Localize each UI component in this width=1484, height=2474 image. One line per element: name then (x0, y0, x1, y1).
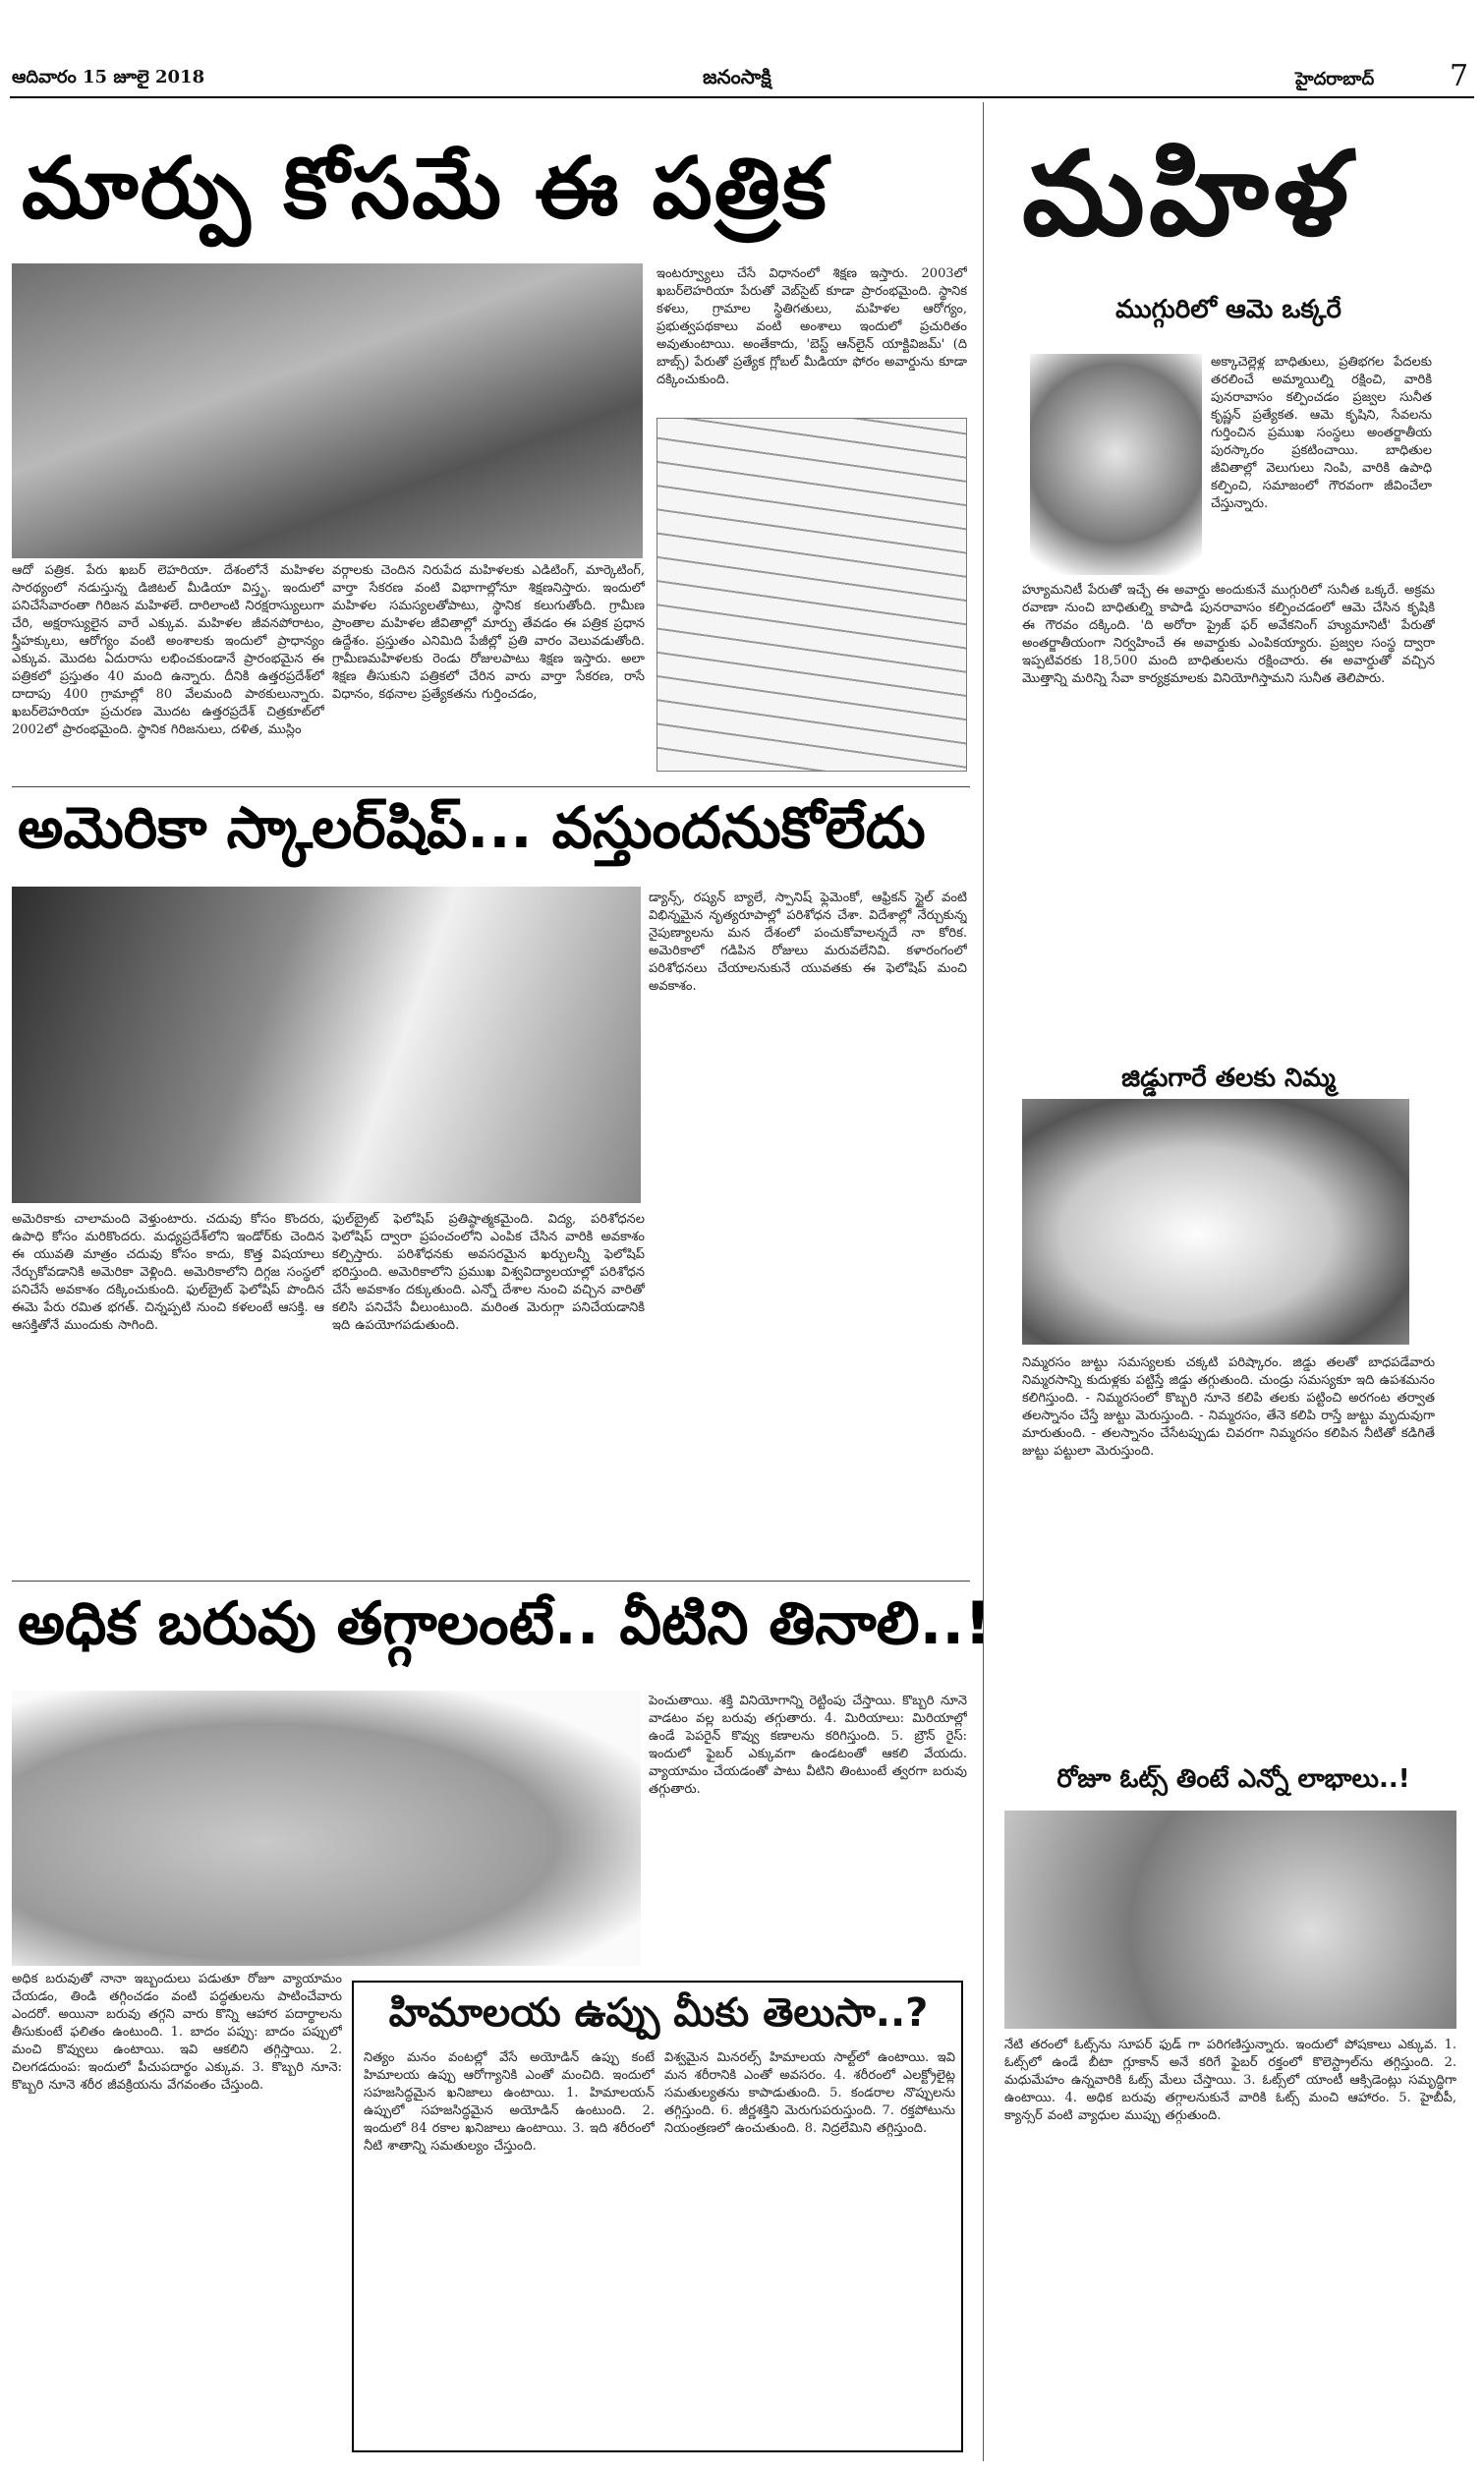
column-divider (983, 102, 984, 2461)
salt-box-column-b: విశ్వమైన మినరల్స్ హిమాలయ సాల్ట్‌లో ఉంటాయి. ఇవి మన శరీరానికి ఎంతో అవసరం. 4. శరీరంలో ఎలక్ట్రోలైట్ల సమతుల్యతను కాపాడుతుంది. 5. కండరాల నొప్పులను తగ్గిస్తుంది. 6. జీర్ణశక్తిని మెరుగుపరుస్తుంది. 7. రక్తపోటును నియంత్రణలో ఉంచుతుంది. 8. నిద్రలేమిని తగ్గిస్తుంది. (664, 2050, 955, 2136)
story2-headline: అమెరికా స్కాలర్‌షిప్... వస్తుందనుకోలేదు (18, 794, 926, 861)
mahila-story-c-title: రోజూ ఓట్స్ తింటే ఎన్నో లాభాలు..! (1056, 1764, 1410, 1794)
mahila-story-a-title: ముగ్గురిలో ఆమె ఒక్కరే (1115, 295, 1341, 324)
story-divider (12, 786, 970, 787)
salt-box-column-a: నిత్యం మనం వంటల్లో వేసే అయోడిన్ ఉప్పు కంటే హిమాలయ ఉప్పు ఆరోగ్యానికి ఎంతో మంచిది. ఇందులో సహజసిద్ధమైన ఖనిజాలు ఉంటాయి. 1. హిమాలయన్ ఉప్పులో సహజసిద్ధమైన అయోడిన్ ఉంటుంది. 2. ఇందులో 84 రకాల ఖనిజాలు ఉంటాయి. 3. ఇది శరీరంలో నీటి శాతాన్ని సమతుల్యం చేస్తుంది. (364, 2050, 655, 2154)
story1-column-c: ఇంటర్వ్యూలు చేసే విధానంలో శిక్షణ ఇస్తారు. 2003లో ఖబర్‌లెహరియా పేరుతో వెబ్‌సైట్ కూడా ప్రారంభమైంది. స్థానిక కళలు, గ్రామాల స్థితిగతులు, మహిళల ఆరోగ్యం, ప్రభుత్వపథకాలు వంటి అంశాలు ఇందులో ప్రచురితం అవుతుంటాయి. అంతేకాదు, 'బెస్ట్ ఆన్‌లైన్ యాక్టివిజమ్' (ది బాబ్స్) పేరుతో ప్రత్యేక గ్లోబల్ మీడియా ఫోరం అవార్డును కూడా దక్కించుకుంది. (656, 266, 967, 387)
salt-box-title: హిమాలయ ఉప్పు మీకు తెలుసా..? (388, 1990, 929, 2036)
waist-measure-photo (12, 1691, 641, 1966)
women-group-photo (12, 263, 643, 558)
lemon-juice-photo (1022, 1099, 1409, 1345)
story3-column-a: అధిక బరువుతో నానా ఇబ్బందులు పడుతూ రోజూ వ్యాయామం చేయడం, తిండి తగ్గించడం వంటి పద్ధతులను పాటించేవారు ఎందరో. అయినా బరువు తగ్గని వారు కొన్ని ఆహార పదార్థాలను తీసుకుంటే ఫలితం ఉంటుంది. 1. బాదం పప్పు: బాదం పప్పులో మంచి కొవ్వులు ఉంటాయి. ఇవి ఆకలిని తగ్గిస్తాయి. 2. చిలగడదుంప: ఇందులో పీచుపదార్థం ఎక్కువ. 3. కొబ్బరి నూనె: కొబ్బరి నూనె శరీర జీవక్రియను వేగవంతం చేస్తుంది. (12, 1972, 342, 2093)
story2-column-a: అమెరికాకు చాలామంది వెళ్తుంటారు. చదువు కోసం కొందరు, ఉపాధి కోసం మరికొందరు. మధ్యప్రదేశ్‌లోని ఇండోర్‌కు చెందిన ఈ యువతి మాత్రం చదువు కోసం కాదు, కొత్త విషయాలు నేర్చుకోవడానికి అమెరికా వెళ్లింది. అమెరికాలోని దిగ్గజ సంస్థలో పనిచేసే అవకాశం దక్కించుకుంది. ఫుల్‌బ్రైట్ ఫెలోషిప్ పొందిన ఈమె పేరు రమిత భగత్. చిన్నప్పటి నుంచి కళలంటే ఆసక్తి. ఆ ఆసక్తితోనే ముందుకు సాగింది. (12, 1212, 324, 1333)
fellowship-woman-photo (12, 887, 641, 1203)
oats-bowl-photo (1004, 1811, 1456, 2029)
newspaper-logo: జనంసాక్షి (703, 65, 771, 88)
story1-column-b: వర్గాలకు చెందిన నిరుపేద మహిళలకు ఎడిటింగ్, మార్కెటింగ్, వార్తా సేకరణ వంటి విభాగాల్లోనూ శిక్షణనిస్తారు. ఇందులో మహిళల సమస్యలతోపాటు, స్థానిక కలుగుతోంది. గ్రామీణ ప్రాంతాల మహిళల జీవితాల్లో మార్పు తేవడం ఈ పత్రిక ప్రధాన ఉద్దేశం. ప్రస్తుతం ఎనిమిది పేజీల్లో ప్రతి వారం వెలువడుతోంది. గ్రామీణమహిళలకు రెండు రోజులపాటు శిక్షణ ఇస్తారు. అలా శిక్షణ తీసుకుని పత్రికలో చేరిన వారు వార్తా సేకరణ, రాసే విధానం, కథనాల ప్రత్యేకతను గుర్తించడం, (332, 563, 645, 702)
page-number: 7 (1450, 59, 1469, 93)
header-rule (10, 96, 1474, 98)
mahila-story-c-text: నేటి తరంలో ఓట్స్‌ను సూపర్ ఫుడ్ గా పరిగణిస్తున్నారు. ఇందులో పోషకాలు ఎక్కువ. 1. ఓట్స్‌లో ఉండే బీటా గ్లూకాన్ అనే కరిగే ఫైబర్ రక్తంలో కొలెస్ట్రాల్‌ను తగ్గిస్తుంది. 2. మధుమేహం ఉన్నవారికి ఓట్స్ మేలు చేస్తాయి. 3. ఓట్స్‌లో యాంటీ ఆక్సిడెంట్లు సమృద్ధిగా ఉంటాయి. 4. అధిక బరువు తగ్గాలనుకునే వారికి ఓట్స్ మంచి ఆహారం. 5. హైబీపీ, క్యాన్సర్ వంటి వ్యాధుల ముప్పు తగ్గుతుంది. (1004, 2038, 1456, 2123)
story2-column-b: ఫుల్‌బ్రైట్ ఫెలోషిప్ ప్రతిష్ఠాత్మకమైంది. విద్య, పరిశోధనల ఫెలోషిప్ ద్వారా ప్రపంచంలోని ఎంపిక చేసిన వారికి అవకాశం కల్పిస్తారు. పరిశోధనకు అవసరమైన ఖర్చులన్నీ ఫెలోషిప్ భరిస్తుంది. అమెరికాలోని ప్రముఖ విశ్వవిద్యాలయాల్లో పరిశోధన చేసే అవకాశం దక్కుతుంది. ఎన్నో దేశాల నుంచి వచ్చిన వారితో కలిసి పనిచేసే వీలుంటుంది. మరింత మెరుగ్గా పనిచేయడానికి ఇది ఉపయోగపడుతుంది. (332, 1212, 645, 1333)
edition-city: హైదరాబాద్ (1295, 69, 1375, 89)
story1-headline: మార్పు కోసమే ఈ పత్రిక (22, 140, 828, 238)
mahila-story-b-text: నిమ్మరసం జుట్టు సమస్యలకు చక్కటి పరిష్కారం. జిడ్డు తలతో బాధపడేవారు నిమ్మరసాన్ని కుదుళ్లకు పట్టిస్తే జిడ్డు తగ్గుతుంది. చుండ్రు సమస్యకూ ఇది ఉపశమనం కలిగిస్తుంది. - నిమ్మరసంలో కొబ్బరి నూనె కలిపి తలకు పట్టించి అరగంట తర్వాత తలస్నానం చేస్తే జుట్టు మెరుస్తుంది. - నిమ్మరసం, తేనె కలిపి రాస్తే జుట్టు మృదువుగా మారుతుంది. - తలస్నానం చేసేటప్పుడు చివరగా నిమ్మరసం కలిపిన నీటితో కడిగితే జుట్టు పట్టులా మెరుస్తుంది. (1022, 1355, 1435, 1459)
newspaper-photo (656, 418, 967, 772)
issue-date: ఆదివారం 15 జూలై 2018 (12, 67, 205, 87)
mahila-story-b-title: జిడ్డుగారే తలకు నిమ్మ (1121, 1064, 1336, 1093)
mahila-story-a-text: అక్కాచెల్లెళ్ల బాధితులు, ప్రతిభగల పేదలకు తరలించే అమ్మాయిల్ని రక్షించి, వారికి పునరావాసం కల్పించడం ప్రజ్వల సునీత కృష్ణన్ ప్రత్యేకత. ఆమె కృషిని, సేవలను గుర్తించిన ప్రముఖ సంస్థలు అంతర్జాతీయ పురస్కారం ప్రకటించాయి. బాధితుల జీవితాల్లో వెలుగులు నింపి, వారికి ఉపాధి కల్పించి, సమాజంలో గౌరవంగా జీవించేలా చేస్తున్నారు. (1211, 355, 1432, 511)
story-divider (12, 1581, 970, 1582)
mahila-masthead: మహిళ (1022, 126, 1353, 261)
story2-column-c: డ్యాన్స్, రష్యన్ బ్యాలే, స్పానిష్ ఫ్లెమెంకో, ఆఫ్రికన్ స్టైల్ వంటి విభిన్నమైన నృత్యరూపాల్లో పరిశోధన చేశా. విదేశాల్లో నేర్చుకున్న నైపుణ్యాలను మన దేశంలో పంచుకోవాలన్నదే నా కోరిక. అమెరికాలో గడిపిన రోజులు మరువలేనివి. కళారంగంలో పరిశోధనలు చేయాలనుకునే యువతకు ఈ ఫెలోషిప్ మంచి అవకాశం. (649, 891, 967, 994)
story3-column-b: పెంచుతాయి. శక్తి వినియోగాన్ని రెట్టింపు చేస్తాయి. కొబ్బరి నూనె వాడటం వల్ల బరువు తగ్గుతారు. 4. మిరియాలు: మిరియాల్లో ఉండే పెపరైన్ కొవ్వు కణాలను కరిగిస్తుంది. 5. బ్రౌన్ రైస్: ఇందులో ఫైబర్ ఎక్కువగా ఉండటంతో ఆకలి వేయదు. వ్యాయామం చేయడంతో పాటు వీటిని తింటుంటే త్వరగా బరువు తగ్గుతారు. (649, 1694, 967, 1797)
sunitha-portrait-photo (1030, 354, 1202, 575)
story3-headline: అధిక బరువు తగ్గాలంటే.. వీటిని తినాలి..! (18, 1589, 992, 1658)
story1-column-a: ఆదో పత్రిక. పేరు ఖబర్ లెహరియా. దేశంలోనే మహిళల సారథ్యంలో నడుస్తున్న డిజిటల్ మీడియా విస్తృ. ఇందులో పనిచేసేవారంతా గిరిజన మహిళలే. దారిలాంటి నిరక్షరాస్యులుగా చేరి, అక్షరాస్యులైన వారే ఎక్కువ. మహిళల జీవనపోరాటం, స్త్రీహక్కులు, ఆరోగ్యం వంటి అంశాలకు ఇందులో ప్రాధాన్యం ఎక్కువ. మొదట ఏదురాసు లభించకుండానే ప్రారంభమైన ఈ పత్రికలో ప్రస్తుతం 40 మంది ఉన్నారు. దీనికి ఉత్తరప్రదేశ్‌లో దాదాపు 400 గ్రామాల్లో 80 వేలమంది పాఠకులున్నారు. ఖబర్‌లెహరియా ప్రచురణ మొదట ఉత్తరప్రదేశ్ చిత్రకూట్‌లో 2002లో ప్రారంభమైంది. స్థానిక గిరిజనులు, దళిత, ముస్లిం (12, 563, 324, 737)
mahila-story-a-text-2: హ్యూమనిటీ పేరుతో ఇచ్చే ఈ అవార్డు అందుకునే ముగ్గురిలో సునీత ఒక్కరే. అక్రమ రవాణా నుంచి బాధితుల్ని కాపాడి పునరావాసం కల్పించడంలో ఆమె చేసిన కృషికి ఈ గౌరవం దక్కింది. 'ది అరోరా ప్రైజ్ ఫర్ అవేకనింగ్ హ్యుమానిటీ' పేరుతో అంతర్జాతీయంగా నిర్వహించే ఈ అవార్డుకు ఎంపికయ్యారు. ప్రజ్వల సంస్థ ద్వారా ఇప్పటివరకు 18,500 మంది బాధితులను రక్షించారు. ఈ అవార్డుతో వచ్చిన మొత్తాన్ని మరిన్ని సేవా కార్యక్రమాలకు వినియోగిస్తామని సునీత తెలిపారు. (1022, 583, 1435, 686)
